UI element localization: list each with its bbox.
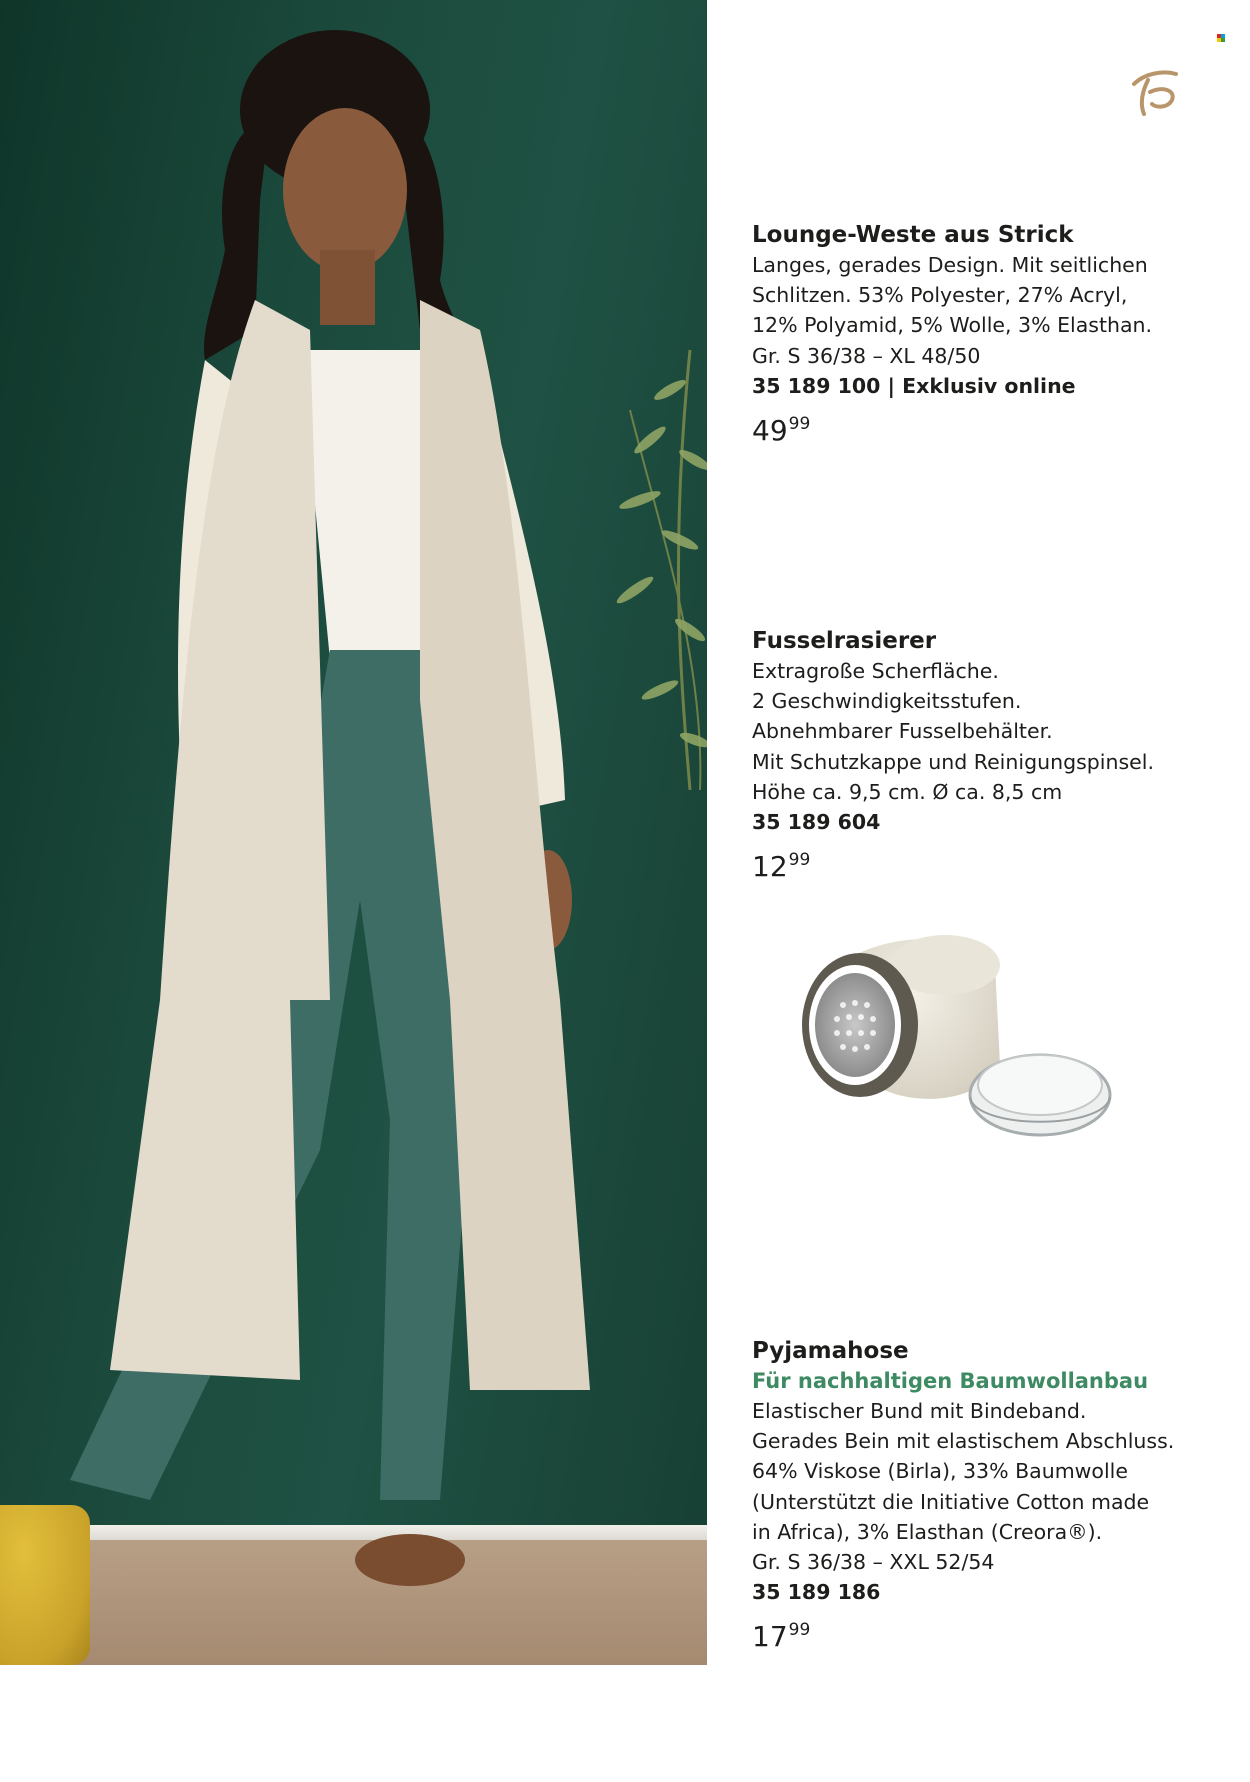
description-line: 2 Geschwindigkeitsstufen. — [752, 689, 1022, 714]
description-line: (Unterstützt die Initiative Cotton made — [752, 1489, 1150, 1514]
description-line: Schlitzen. 53% Polyester, 27% Acryl, — [752, 283, 1128, 308]
lint-shaver-image — [785, 925, 1115, 1175]
price-cents: 99 — [788, 413, 811, 434]
price-main: 49 — [752, 413, 788, 447]
product-pyjama-pants — [752, 1336, 1212, 1654]
product-description — [752, 250, 1212, 371]
description-line: 64% Viskose (Birla), 33% Baumwolle — [752, 1459, 1128, 1484]
description-line: in Africa), 3% Elasthan (Creora®). — [752, 1519, 1103, 1544]
product-title: Pyjamahose — [752, 1338, 909, 1364]
color-marker-icon — [1217, 34, 1225, 42]
article-number: 35 189 186 — [752, 1580, 881, 1605]
product-title: Fusselrasierer — [752, 628, 937, 654]
description-line: Extragroße Scherfläche. — [752, 659, 999, 683]
price-main: 17 — [752, 1620, 788, 1654]
product-lounge-vest — [752, 220, 1212, 448]
price — [752, 843, 1212, 884]
description-line: Höhe ca. 9,5 cm. Ø ca. 8,5 cm — [752, 779, 1063, 804]
sustainability-highlight: Für nachhaltigen Baumwollanbau — [752, 1369, 1149, 1393]
article-number: 35 189 100 | Exklusiv online — [752, 373, 1076, 398]
description-line: Gerades Bein mit elastischem Abschluss. — [752, 1429, 1175, 1454]
description-line: 12% Polyamid, 5% Wolle, 3% Elasthan. — [752, 313, 1153, 338]
description-line: Gr. S 36/38 – XXL 52/54 — [752, 1550, 995, 1575]
description-line: Mit Schutzkappe und Reinigungspinsel. — [752, 749, 1154, 774]
description-line: Elastischer Bund mit Bindeband. — [752, 1399, 1087, 1423]
price-cents: 99 — [788, 850, 811, 871]
product-title: Lounge-Weste aus Strick — [752, 222, 1074, 248]
price-cents: 99 — [788, 1620, 811, 1641]
article-number: 35 189 604 — [752, 810, 881, 835]
tchibo-logo-icon — [1128, 64, 1182, 120]
product-description — [752, 656, 1212, 807]
description-line: Abnehmbarer Fusselbehälter. — [752, 719, 1053, 744]
price — [752, 1613, 1212, 1654]
price-main: 12 — [752, 850, 788, 884]
description-line: Langes, gerades Design. Mit seitlichen — [752, 253, 1148, 277]
description-line: Gr. S 36/38 – XL 48/50 — [752, 343, 981, 368]
product-description — [752, 1396, 1212, 1577]
price — [752, 407, 1212, 448]
product-lint-shaver — [752, 626, 1212, 884]
